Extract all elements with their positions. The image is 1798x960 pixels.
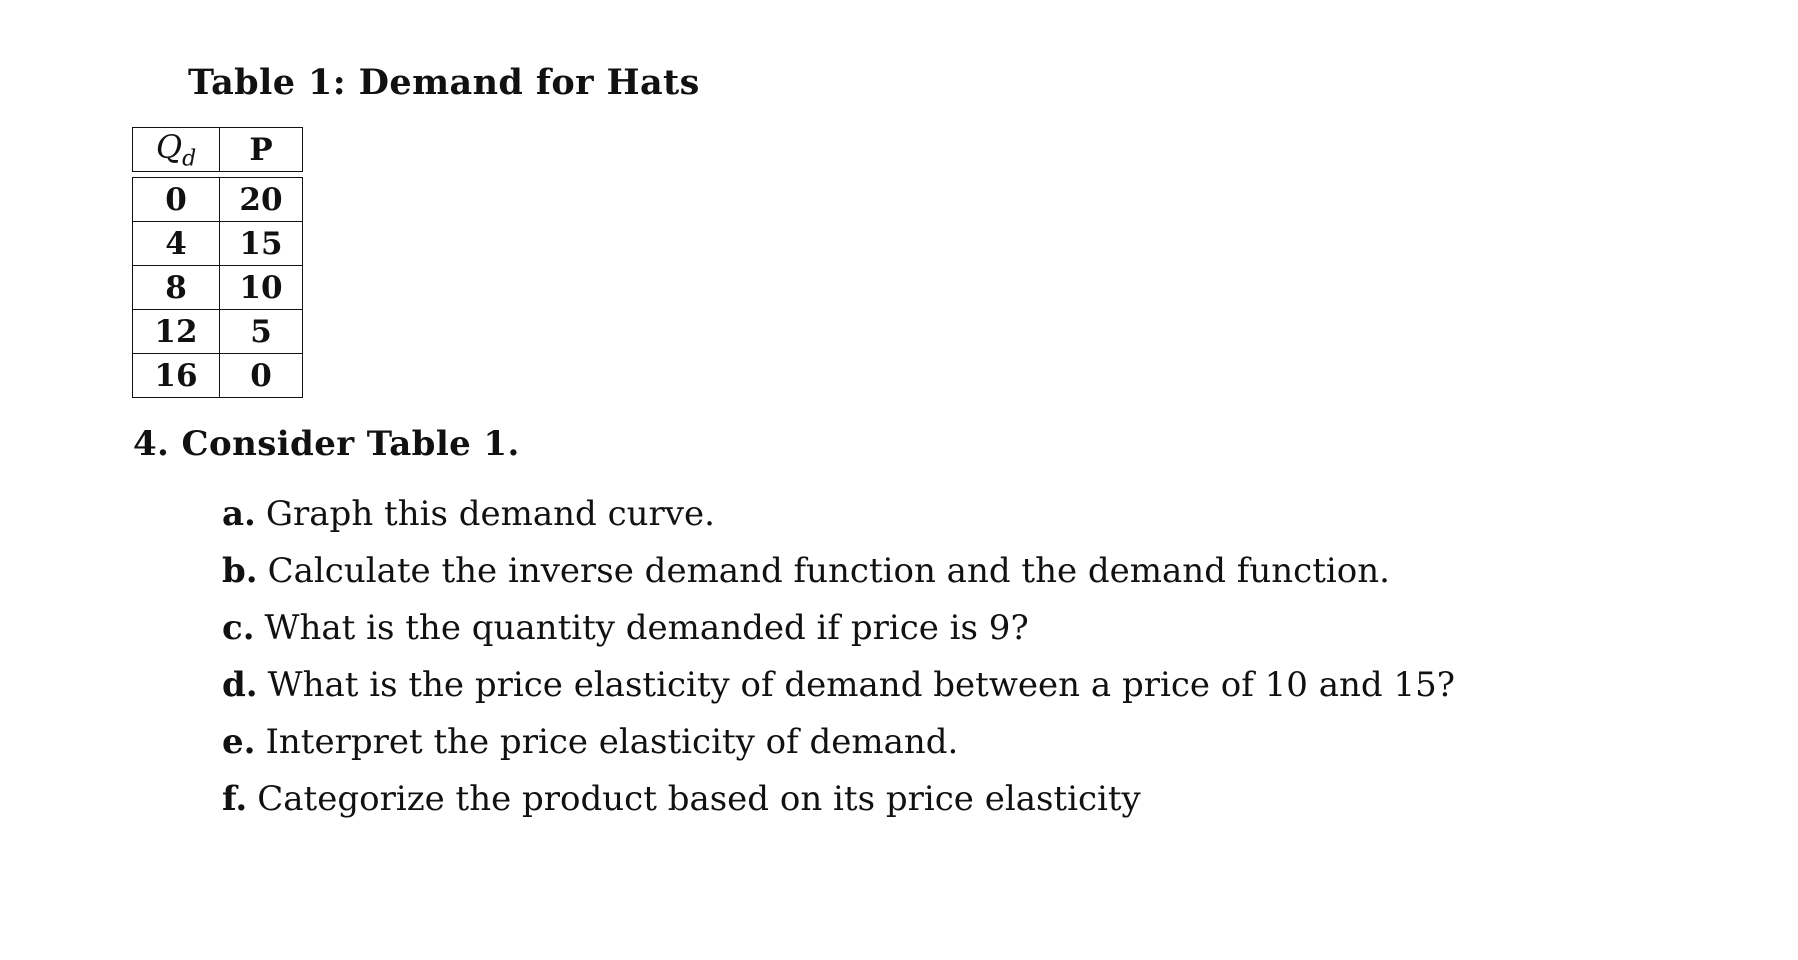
table-row <box>133 222 303 266</box>
part-text: Calculate the inverse demand function and the demand function. <box>267 551 1390 591</box>
cell-quantity: 4 <box>133 222 220 266</box>
cell-price: 0 <box>220 354 303 398</box>
question-part <box>222 600 1455 657</box>
cell-quantity: 12 <box>133 310 220 354</box>
table-row <box>133 178 303 222</box>
cell-quantity: 8 <box>133 266 220 310</box>
table-header-row <box>133 128 303 172</box>
table-row <box>133 354 303 398</box>
cell-price: 15 <box>220 222 303 266</box>
header-quantity-demanded <box>133 128 220 172</box>
part-text: Categorize the product based on its price elasticity <box>257 779 1141 819</box>
question-part <box>222 543 1455 600</box>
question-part <box>222 486 1455 543</box>
cell-price: 5 <box>220 310 303 354</box>
question-part <box>222 657 1455 714</box>
question-part <box>222 714 1455 771</box>
question-title: 4. Consider Table 1. <box>133 424 520 464</box>
cell-price: 10 <box>220 266 303 310</box>
header-q-symbol: Q <box>155 128 183 166</box>
part-text: Interpret the price elasticity of demand. <box>265 722 959 762</box>
header-price: P <box>220 128 303 172</box>
table-row <box>133 310 303 354</box>
cell-quantity: 16 <box>133 354 220 398</box>
part-text: Graph this demand curve. <box>265 494 715 534</box>
cell-price: 20 <box>220 178 303 222</box>
header-q-subscript: d <box>182 146 197 172</box>
part-letter: b. <box>222 551 258 591</box>
question-part <box>222 771 1455 828</box>
table-row <box>133 266 303 310</box>
table-caption: Table 1: Demand for Hats <box>188 62 700 103</box>
part-letter: f. <box>222 779 248 819</box>
part-text: What is the quantity demanded if price is 9? <box>264 608 1029 648</box>
part-letter: a. <box>222 494 256 534</box>
part-letter: c. <box>222 608 255 648</box>
part-text: What is the price elasticity of demand between a price of 10 and 15? <box>267 665 1455 705</box>
demand-table <box>132 127 303 398</box>
cell-quantity: 0 <box>133 178 220 222</box>
part-letter: e. <box>222 722 256 762</box>
question-parts-list <box>222 486 1455 828</box>
part-letter: d. <box>222 665 258 705</box>
